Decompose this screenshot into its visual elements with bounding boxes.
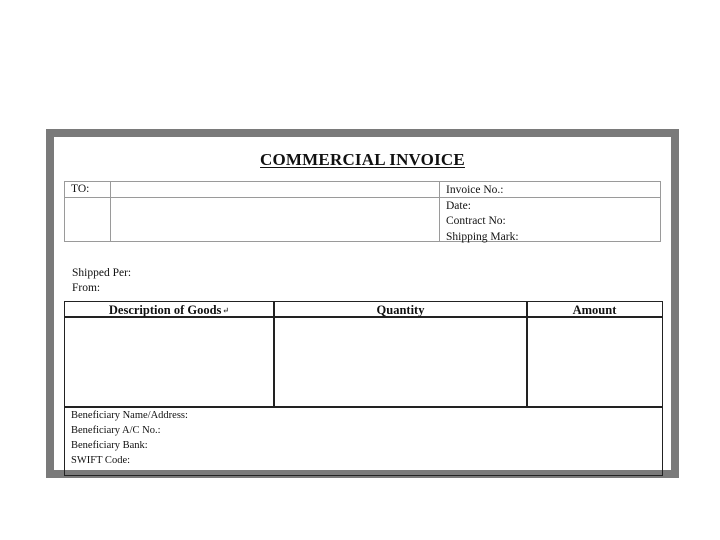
column-divider: [439, 182, 440, 241]
shipping-info: [72, 266, 131, 296]
beneficiary-account-label: Beneficiary A/C No.:: [71, 425, 161, 436]
beneficiary-bank-label: Beneficiary Bank:: [71, 440, 148, 451]
from-label: From:: [72, 282, 101, 294]
invoice-no-label: Invoice No.:: [446, 184, 504, 196]
description-header: Description of Goods↵: [108, 303, 230, 317]
amount-header: Amount: [572, 303, 617, 317]
goods-table: [64, 301, 663, 476]
swift-code-label: SWIFT Code:: [71, 455, 131, 466]
beneficiary-name-label: Beneficiary Name/Address:: [71, 410, 188, 421]
quantity-header: Quantity: [376, 303, 425, 317]
to-label: TO:: [71, 183, 90, 195]
beneficiary-section: [71, 408, 188, 468]
date-label: Date:: [446, 199, 471, 212]
shipped-per-label: Shipped Per:: [72, 267, 132, 279]
column-divider: [110, 182, 111, 241]
invoice-title: COMMERCIAL INVOICE: [260, 150, 465, 169]
return-mark-icon: ↵: [222, 306, 230, 315]
contract-no-label: Contract No:: [446, 215, 506, 227]
document-frame: [46, 129, 679, 478]
shipping-mark-label: Shipping Mark:: [446, 230, 519, 243]
invoice-fields: [446, 183, 519, 245]
header-table: [64, 181, 661, 242]
invoice-page: [54, 137, 671, 470]
row-divider: [65, 197, 660, 198]
